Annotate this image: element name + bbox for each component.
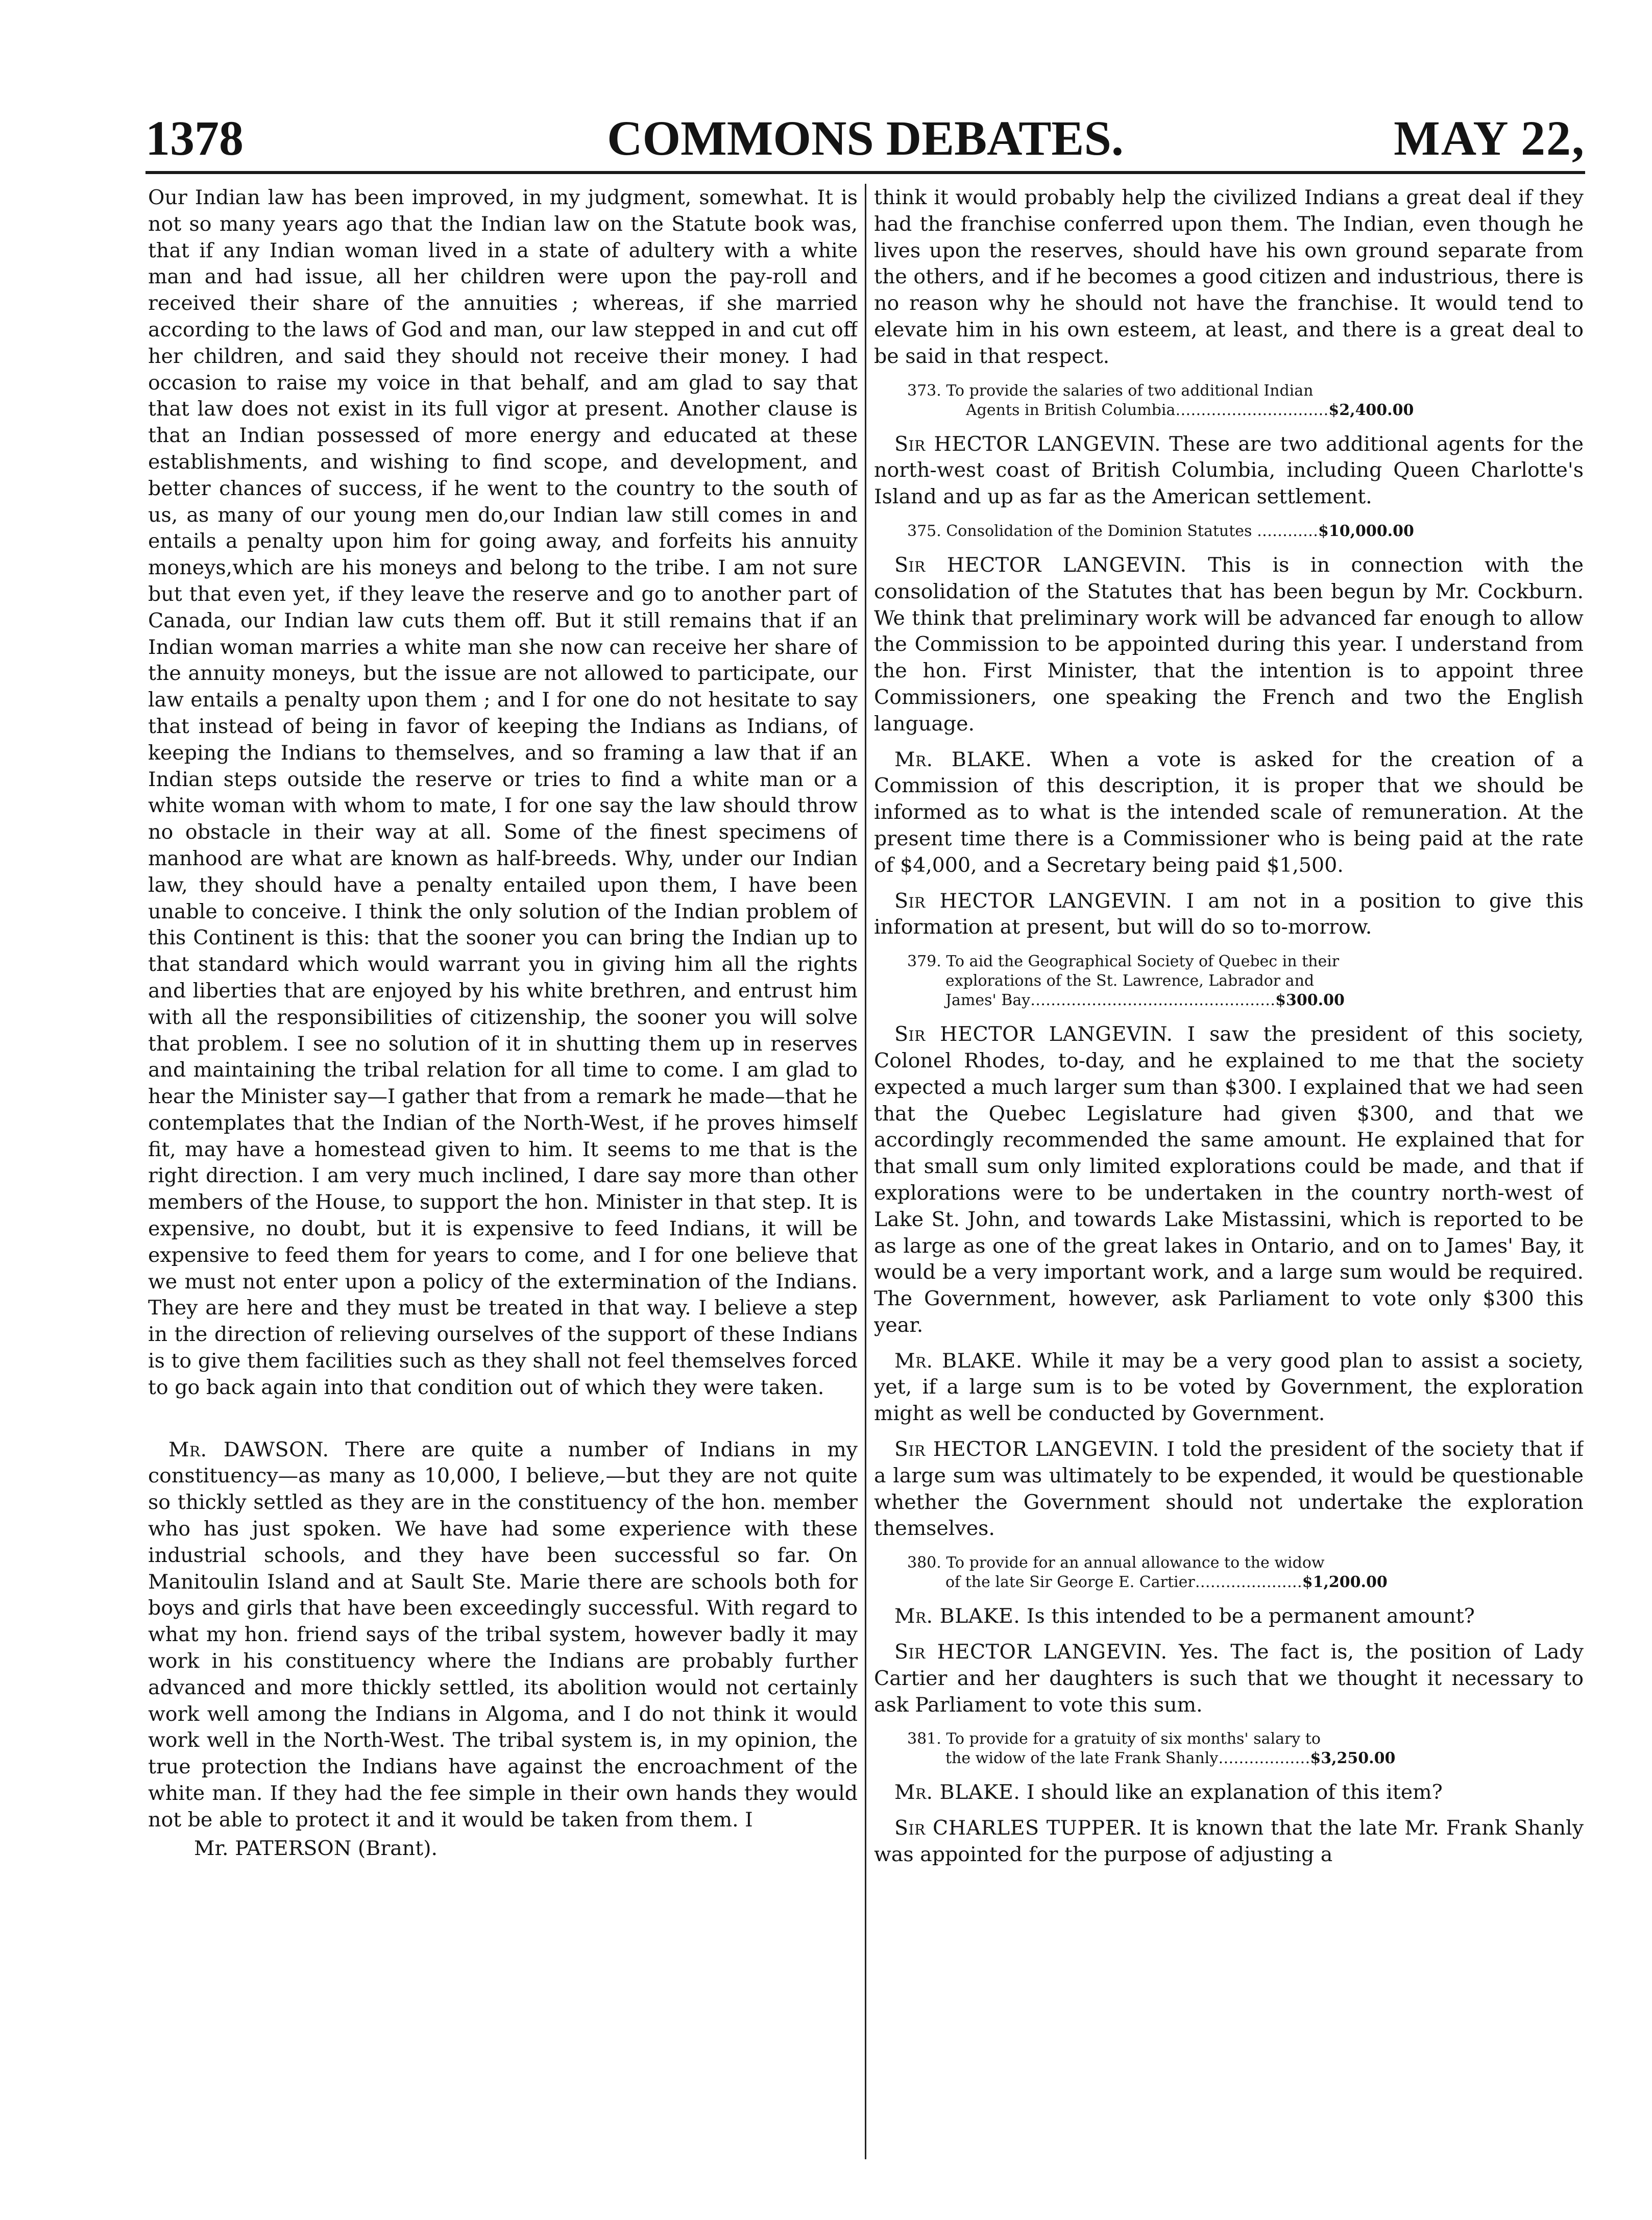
right-column	[874, 185, 1584, 2160]
item-line: explorations of the St. Lawrence, Labrador and	[945, 972, 1315, 990]
paragraph	[874, 747, 1584, 879]
item-amount: $300.00	[1275, 991, 1345, 1010]
speaker-name: Mr. BLAKE.	[894, 747, 1032, 771]
paragraph	[874, 1815, 1584, 1868]
paragraph	[874, 1603, 1584, 1630]
speech-text: Is this intended to be a permanent amount?	[1026, 1604, 1475, 1628]
speaker-name: Sir HECTOR LANGEVIN.	[894, 1437, 1159, 1461]
left-column	[148, 185, 858, 2160]
item-amount: $2,400.00	[1328, 401, 1414, 419]
speech-text: I am not in a position to give this information at present, but will do so to-morrow.	[874, 889, 1584, 939]
estimate-item	[874, 381, 1584, 420]
item-amount: $3,250.00	[1310, 1749, 1396, 1768]
speaker-name: Mr. BLAKE.	[894, 1780, 1021, 1804]
speech-text: This is in connection with the consolidation of the Statutes that has been begun by Mr. Cockburn. We think that preliminary work will be advanced far enough to allow the Commission to be appointed during this year. I understand from the hon. First Minister, that the intention is to appoint three Commissioners, one speaking the French and two the English language.	[874, 553, 1584, 736]
item-text: 375. Consolidation of the Dominion Statutes …………	[907, 522, 1318, 540]
page-number: 1378	[145, 111, 244, 165]
item-line	[874, 401, 1584, 420]
item-amount: $10,000.00	[1318, 522, 1414, 540]
column-footer: Mr. PATERSON (Brant).	[194, 1836, 438, 1860]
paragraph	[874, 888, 1584, 941]
speaker-name: Sir HECTOR LANGEVIN.	[894, 553, 1187, 577]
paragraph	[874, 552, 1584, 738]
speech-text: These are two additional agents for the north-west coast of British Columbia, including Queen Charlotte's Island and up as far as the American settlement.	[874, 432, 1584, 509]
paragraph	[874, 1021, 1584, 1339]
item-text: of the late Sir George E. Cartier…………………	[945, 1573, 1302, 1592]
item-line: 379. To aid the Geographical Society of Quebec in their	[907, 953, 1340, 971]
speaker-name: Sir CHARLES TUPPER.	[894, 1816, 1143, 1840]
speaker-name: Sir HECTOR LANGEVIN.	[894, 1022, 1173, 1046]
page-header	[145, 100, 1585, 171]
estimate-item	[874, 1729, 1584, 1768]
paragraph: Our Indian law has been improved, in my judgment, somewhat. It is not so many years ago that the Indian law on the Statute book was, that if any Indian woman lived in a state of adultery with a white man and had issue, all her children were upon the pay-roll and received their share of the annuities ; whereas, if she married according to the laws of God and man, our law stepped in and cut off her children, and said they should not receive their money. I had occasion to raise my voice in that behalf, and am glad to say that that law does not exist in its full vigor at present. Another clause is that an Indian possessed of more energy and educated at these establishments, and wishing to find scope, and development, and better chances of success, if he went to the country to the south of us, as many of our young men do,our Indian law still comes in and entails a penalty upon him for going away, and forfeits his annuity moneys,which are his moneys and belong to the tribe. I am not sure but that even yet, if they leave the reserve and go to another part of Canada, our Indian law cuts them off. But it still remains that if an Indian woman marries a white man she now can receive her share of the annuity moneys, but the issue are not allowed to participate, our law entails a penalty upon them ; and I for one do not hesitate to say that instead of being in favor of keeping the Indians as Indians, of keeping the Indians to themselves, and so framing a law that if an Indian steps outside the reserve or tries to find a white man or a white woman with whom to mate, I for one say the law should throw no obstacle in their way at all. Some of the finest specimens of manhood are what are known as half-breeds. Why, under our Indian law, they should have a penalty entailed upon them, I have been unable to conceive. I think the only solution of the Indian problem of this Continent is this: that the sooner you can bring the Indian up to that standard which would warrant you in giving him all the rights and liberties that are enjoyed by his white brethren, and entrust him with all the responsibilities of citizenship, the sooner you will solve that problem. I see no solution of it in shutting them up in reserves and maintaining the tribal relation for all time to come. I am glad to hear the Minister say—I gather that from a remark he made—that he contemplates that the Indian of the North-West, if he proves himself fit, may have a homestead given to him. It seems to me that is the right direction. I am very much inclined, I dare say more than other members of the House, to support the hon. Minister in that step. It is expensive, no doubt, but it is expensive to feed Indians, it will be expensive to feed them for years to come, and I for one believe that we must not enter upon a policy of the extermination of the Indians. They are here and they must be treated in that way. I believe a step in the direction of relieving ourselves of the support of these Indians is to give them facilities such as they shall not feel themselves forced to go back again into that condition out of which they were taken.	[148, 186, 858, 1399]
header-rule	[145, 171, 1585, 174]
item-line: 381. To provide for a gratuity of six months' salary to	[907, 1730, 1321, 1748]
item-line	[874, 991, 1584, 1010]
item-text: the widow of the late Frank Shanly………………	[945, 1749, 1310, 1768]
estimate-item	[874, 1553, 1584, 1592]
paragraph	[874, 431, 1584, 510]
paragraph	[874, 1436, 1584, 1542]
speaker-name: Sir HECTOR LANGEVIN.	[894, 1640, 1168, 1664]
speech-text: Yes. The fact is, the position of Lady Cartier and her daughters is such that we thought it necessary to ask Parliament to vote this sum.	[874, 1640, 1584, 1717]
paragraph	[874, 1779, 1584, 1806]
paragraph: think it would probably help the civilized Indians a great deal if they had the franchise conferred upon them. The Indian, even though he lives upon the reserves, should have his own ground separate from the others, and if he becomes a good citizen and industrious, there is no reason why he should not have the franchise. It would tend to elevate him in his own esteem, at least, and there is a great deal to be said in that respect.	[874, 186, 1584, 368]
item-line: 373. To provide the salaries of two additional Indian	[907, 381, 1314, 400]
page-title: COMMONS DEBATES.	[607, 111, 1124, 165]
speaker-name: Sir HECTOR LANGEVIN.	[894, 432, 1161, 456]
paragraph	[148, 1437, 858, 1834]
speaker-name: Mr. BLAKE.	[894, 1604, 1021, 1628]
paragraph	[874, 1348, 1584, 1427]
estimate-item	[874, 522, 1584, 541]
item-line	[874, 1749, 1584, 1768]
column-divider	[865, 184, 866, 2159]
speaker-name: Sir HECTOR LANGEVIN.	[894, 889, 1173, 913]
speech-text: It is known that the late Mr. Frank Shanly was appointed for the purpose of adjusting a	[874, 1816, 1584, 1867]
speech-text: I saw the president of this society, Colonel Rhodes, to-day, and he explained to me that the society expected a much larger sum than $300. I explained that we had seen that the Quebec Legislature had given $300, and that we accordingly recommended the same amount. He explained that for that small sum only limited explorations could be made, and that if explorations were to be undertaken in the country north-west of Lake St. John, and towards Lake Mistassini, which is reported to be as large as one of the great lakes in Ontario, and on to James' Bay, it would be a very important work, and a large sum would be required. The Government, however, ask Parliament to vote only $300 this year.	[874, 1022, 1584, 1337]
paragraph	[874, 1639, 1584, 1718]
item-line	[874, 522, 1584, 541]
speech-text: While it may be a very good plan to assist a society, yet, if a large sum is to be voted by Government, the exploration might as well be conducted by Government.	[874, 1349, 1584, 1426]
page-date: MAY 22,	[1394, 111, 1585, 165]
item-line	[874, 1573, 1584, 1592]
speaker-name: Mr. BLAKE.	[894, 1349, 1023, 1373]
item-line: 380. To provide for an annual allowance to the widow	[907, 1554, 1325, 1572]
speaker-name: Mr. DAWSON.	[168, 1437, 329, 1461]
speech-text: There are quite a number of Indians in my constituency—as many as 10,000, I believe,—but they are not quite so thickly settled as they are in the constituency of the hon. member who has just spoken. We have had some experience with these industrial schools, and they have been successful so far. On Manitoulin Island and at Sault Ste. Marie there are schools both for boys and girls that have been exceedingly successful. With regard to what my hon. friend says of the tribal system, however badly it may work in his constituency where the Indians are probably further advanced and more thickly settled, its abolition would not certainly work well among the Indians in Algoma, and I do not think it would work well in the North-West. The tribal system is, in my opinion, the true protection the Indians have against the encroachment of the white man. If they had the fee simple in their own hands they would not be able to protect it and it would be taken from them. I	[148, 1437, 858, 1832]
item-text: James' Bay…………………………………………	[945, 991, 1276, 1010]
speech-text: When a vote is asked for the creation of a Commission of this description, it is proper that we should be informed as to what is the intended scale of remuneration. At the present time there is a Commissioner who is being paid at the rate of $4,000, and a Secretary being paid $1,500.	[874, 747, 1584, 877]
speech-text: I should like an explanation of this item?	[1026, 1780, 1443, 1804]
speech-text: I told the president of the society that if a large sum was ultimately to be expended, it would be questionable whether the Government should not undertake the exploration themselves.	[874, 1437, 1584, 1541]
item-amount: $1,200.00	[1302, 1573, 1388, 1592]
estimate-item	[874, 952, 1584, 1010]
item-text: Agents in British Columbia…………………………	[966, 401, 1329, 419]
